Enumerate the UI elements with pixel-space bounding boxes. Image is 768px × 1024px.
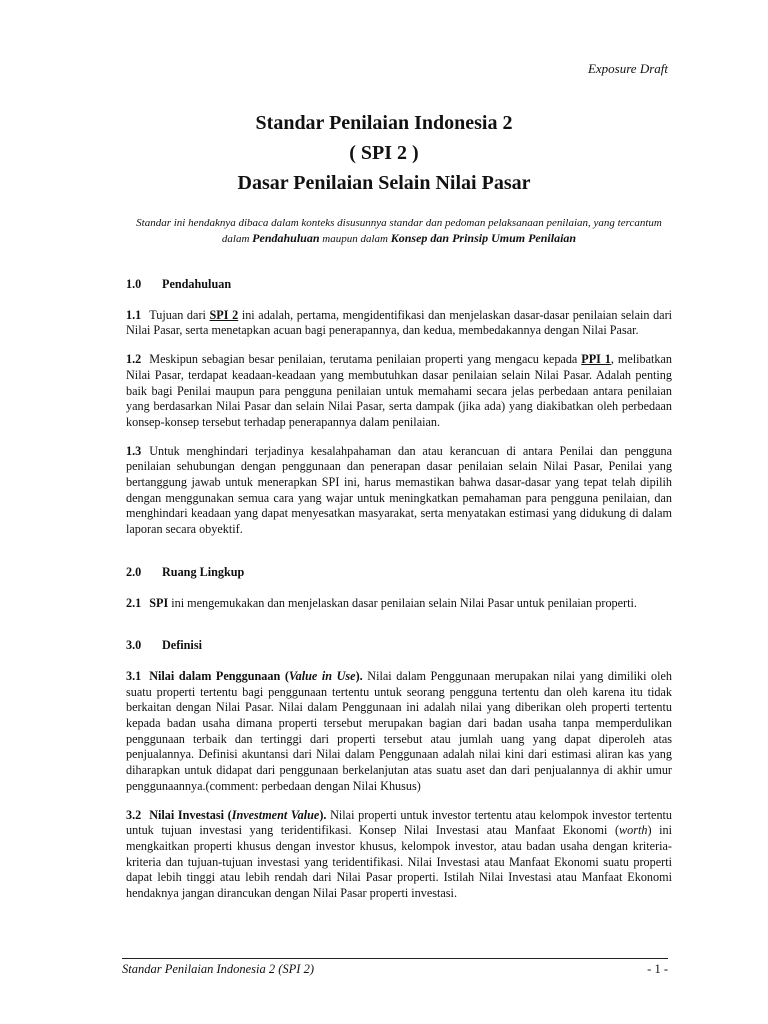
document-body — [126, 277, 672, 902]
draft-label: Exposure Draft — [587, 61, 668, 76]
page-footer — [122, 958, 668, 977]
spi2-reference: SPI 2 — [209, 307, 239, 322]
intro-bold-2: Konsep dan Prinsip Umum Penilaian — [390, 231, 577, 245]
footer-title: Standar Penilaian Indonesia 2 (SPI 2) — [122, 962, 314, 976]
paragraph-1-3: 1.3 Untuk menghindari terjadinya kesalahpahaman dan atau kerancuan di antara Penilai dan pengguna penilaian sehubungan dengan penggunaan dan penerapan dasar penilaian selain Nilai Pasar, Penilai yang bertanggung jawab untuk menerapkan SPI ini, harus memastikan bahwa dasar-dasar yang tepat telah dipilih dengan menggunakan semua cara yang wajar untuk meningkatkan pemahaman para pengguna penilaian, dan menghindari keadaan yang dapat menyesatkan masyarakat, serta menyatakan estimasi yang didukung di dalam laporan secara obyektif. — [126, 443, 672, 537]
paragraph-3-2: 3.2 Nilai Investasi (Investment Value). Nilai properti untuk investor tertentu atau kelompok investor tertentu untuk tujuan investasi yang teridentifikasi. Konsep Nilai Investasi atau Manfaat Ekonomi (worth) ini mengkaitkan properti khusus dengan investor khusus, kelompok investor, atau badan usaha dengan kriteria-kriteria dan tujuan-tujuan investasi yang teridentifikasi. Nilai Investasi atau Manfaat Ekonomi suatu properti dapat lebih tinggi atau lebih rendah dari Nilai Pasar properti. Istilah Nilai Investasi atau Manfaat Ekonomi hendaknya jangan dirancukan dengan Nilai Pasar properti investasi. — [126, 807, 673, 901]
page-number: - 1 - — [647, 962, 668, 976]
section-heading-3: 3.0 Definisi — [126, 638, 202, 653]
section-heading-2: 2.0 Ruang Lingkup — [126, 564, 245, 579]
paragraph-1-2: 1.2 Meskipun sebagian besar penilaian, terutama penilaian properti yang mengacu kepada PPI 1, melibatkan Nilai Pasar, terdapat keadaan-keadaan yang membutuhkan dasar penilaian selain Nilai Pasar. Adalah penting baik bagi Penilai maupun para pengguna penilaian untuk memahami secara jelas perbedaan antara penilaian yang berdasarkan Nilai Pasar dan selain Nilai Pasar, serta dampak (jika ada) yang diakibatkan oleh perbedaan konsep-konsep tersebut terhadap penerapannya dalam penilaian. — [126, 352, 672, 429]
ppi1-reference: PPI 1 — [581, 352, 611, 367]
section-heading-1: 1.0 Pendahuluan — [126, 277, 232, 291]
title-line-1: Standar Penilaian Indonesia 2 — [255, 112, 513, 134]
title-line-3: Dasar Penilaian Selain Nilai Pasar — [237, 172, 531, 194]
paragraph-2-1: 2.1 SPI ini mengemukakan dan menjelaskan dasar penilaian selain Nilai Pasar untuk penilaian properti. — [126, 595, 637, 610]
title-line-2: ( SPI 2 ) — [349, 142, 419, 164]
intro-note: Standar ini hendaknya dibaca dalam konteks disusunnya standar dan pedoman pelaksanaan penilaian, yang tercantum dalam Pendahuluan maupun dalam Konsep dan Prinsip Umum Penilaian — [136, 217, 662, 245]
paragraph-1-1: 1.1 Tujuan dari SPI 2 ini adalah, pertama, mengidentifikasi dan menjelaskan dasar-dasar penilaian selain dari Nilai Pasar, serta menetapkan acuan bagi penerapannya, dan kedua, membedakannya dengan Nilai Pasar. — [126, 307, 673, 338]
intro-bold-1: Pendahuluan — [252, 231, 320, 245]
document-title — [0, 108, 768, 198]
paragraph-3-1: 3.1 Nilai dalam Penggunaan (Value in Use). Nilai dalam Penggunaan merupakan nilai yang dimiliki oleh suatu properti tertentu bagi penggunaan tertentu untuk seorang pengguna tertentu dan oleh karena itu tidak berkaitan dengan Nilai Pasar. Nilai dalam Penggunaan ini adalah nilai yang diberikan oleh properti tertentu kepada badan usaha dimana properti tersebut merupakan bagian dari badan usaha tanpa memperdulikan penggunaan terbaik dan tertinggi dari properti tersebut atau jumlah uang yang dapat diperoleh atas penjualannya. Definisi akuntansi dari Nilai dalam Penggunaan adalah nilai kini dari estimasi aliran kas yang diharapkan untuk didapat dari penggunaan berkelanjutan atas suatu aset dan dari penjualannya di akhir umur penggunaannya.(comment: perbedaan dengan Nilai Khusus) — [126, 668, 673, 793]
